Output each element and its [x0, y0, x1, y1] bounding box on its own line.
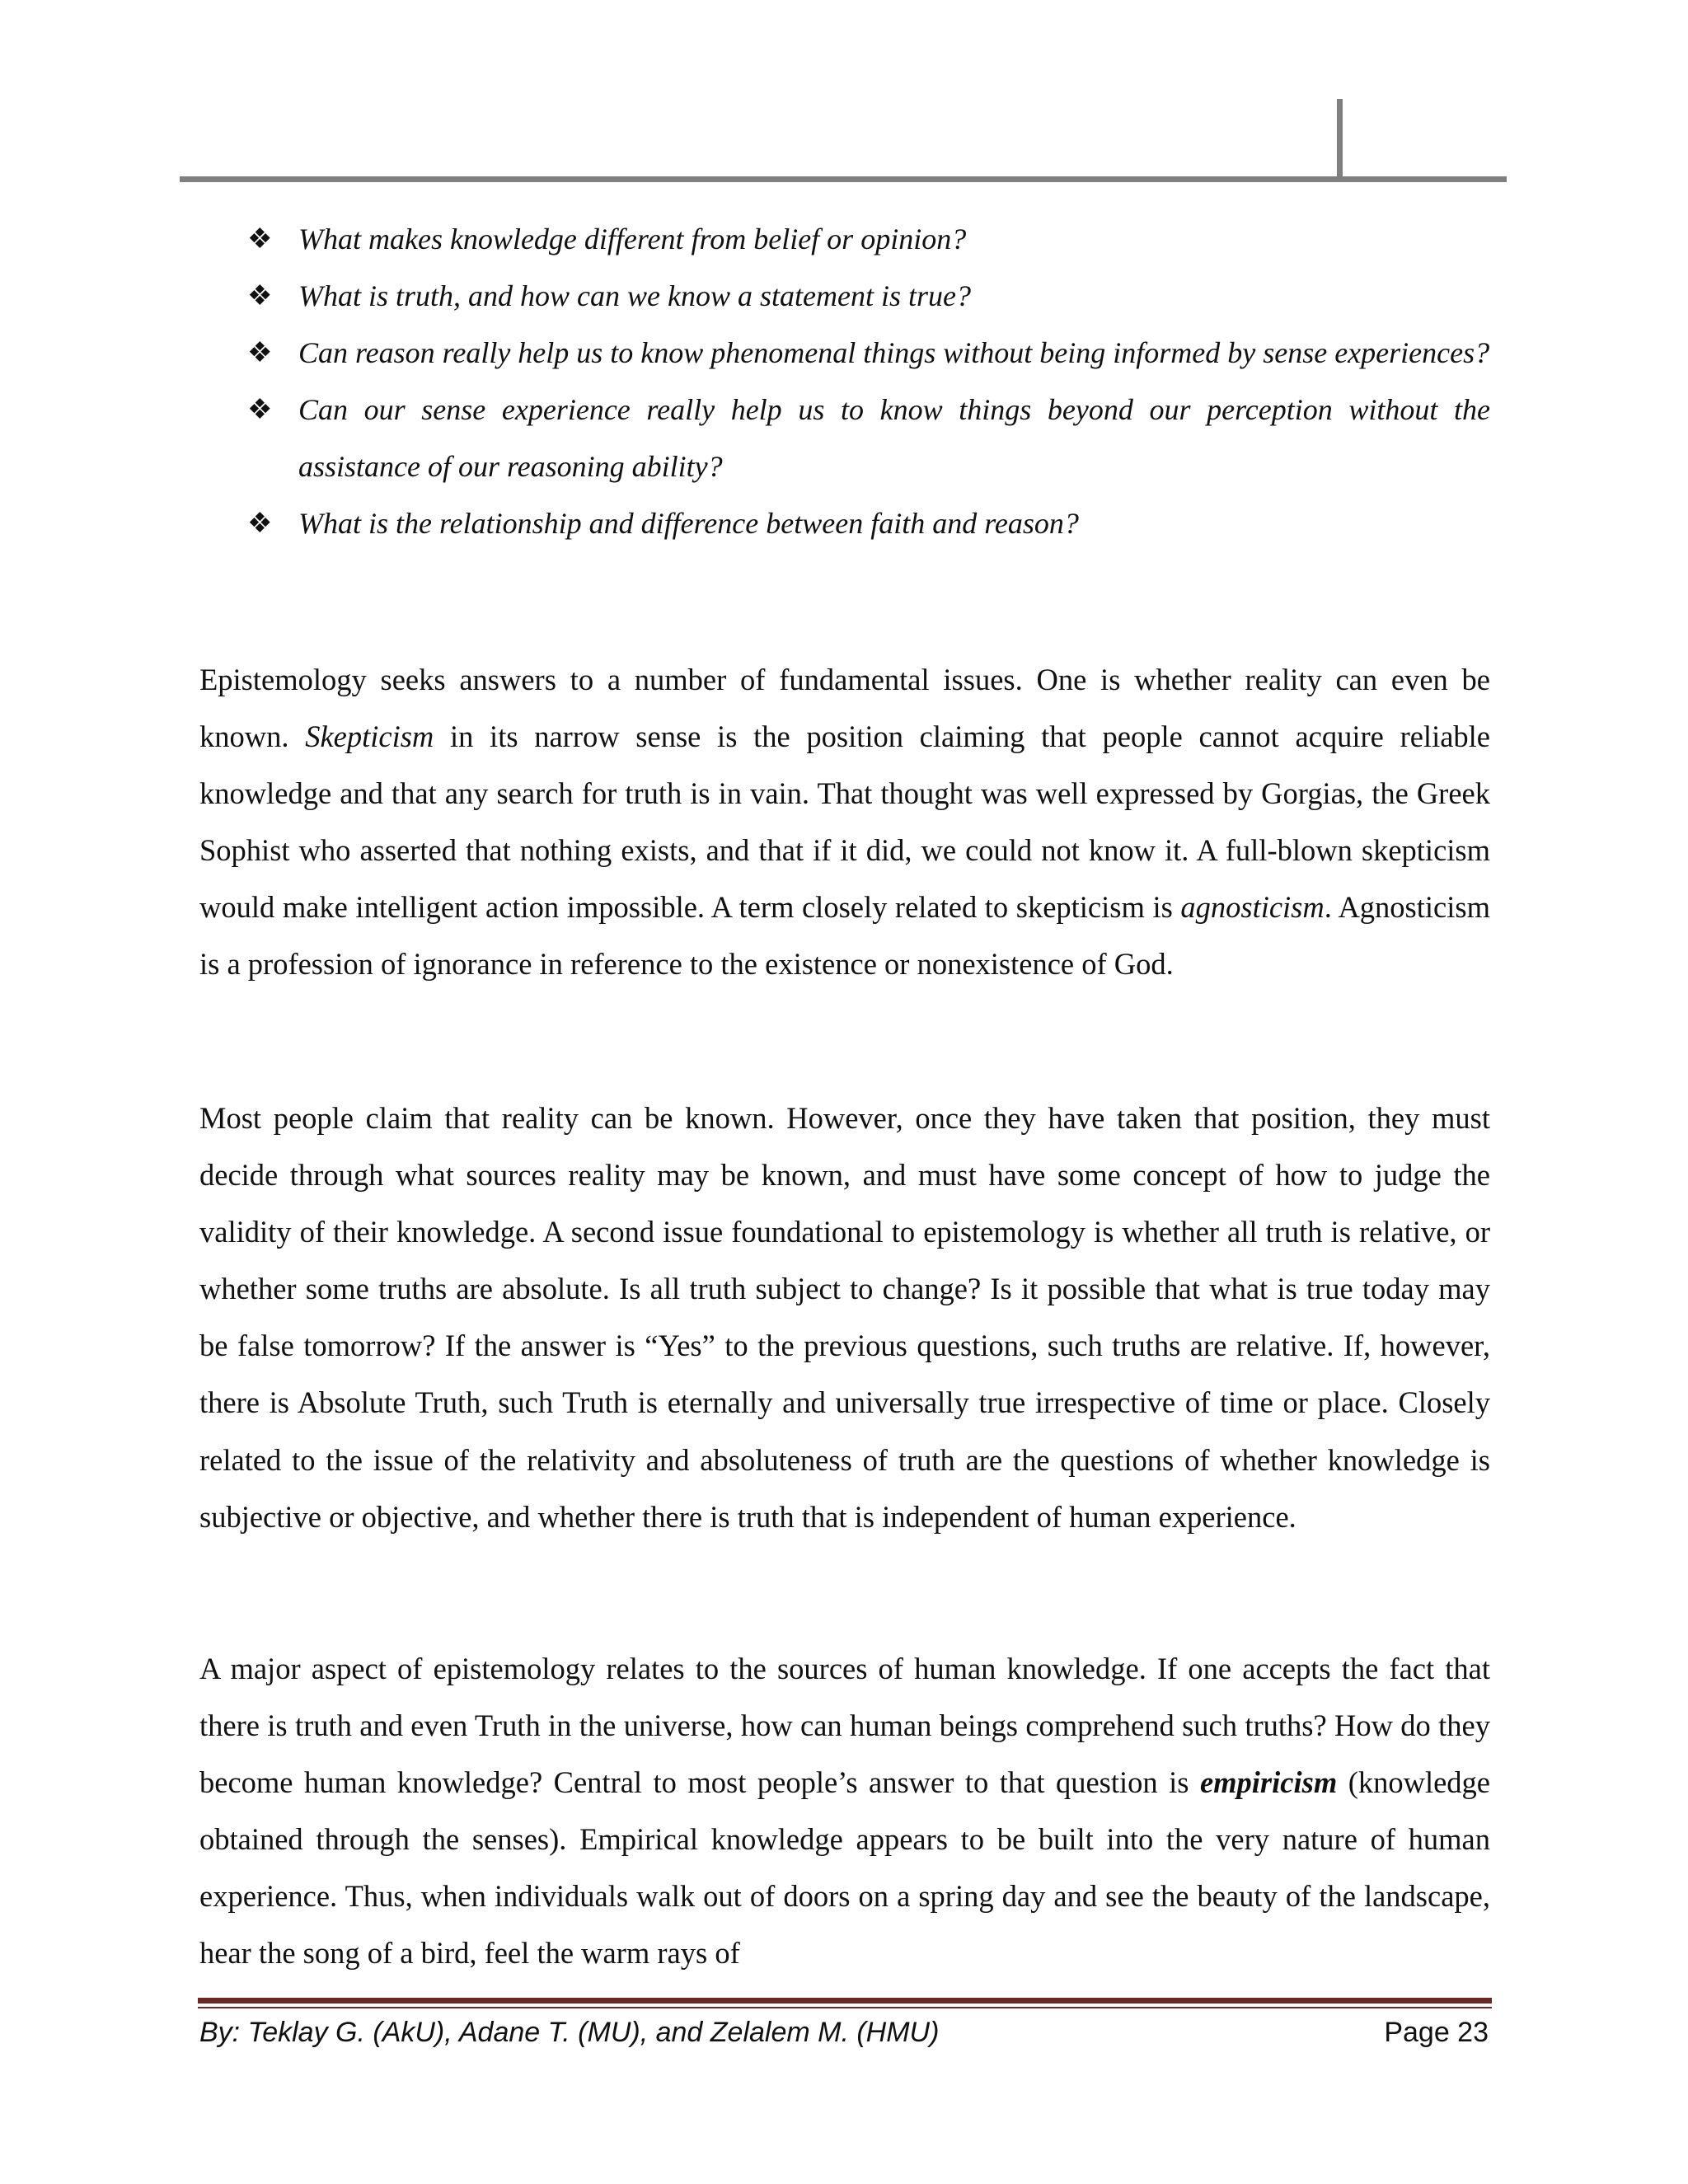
question-text: What is the relationship and difference between faith and reason?	[298, 507, 1079, 540]
term-empiricism: empiricism	[1199, 1765, 1338, 1800]
page-number: Page 23	[1384, 2017, 1489, 2048]
question-text: What is truth, and how can we know a statement is true?	[298, 279, 971, 312]
paragraph-text: in its narrow sense is the position claiming that people cannot acquire reliable knowledge and that any search for truth is in vain. That thought was well expressed by Gorgias, the Greek Sophist who asserted that nothing exists, and that if it did, we could not know it. A full-blown skepticism would make intelligent action impossible. A term closely related to skepticism is	[199, 719, 1491, 925]
diamond-bullet-icon: ❖	[247, 395, 273, 425]
paragraph-text: . Agnosticism is a profession of ignorance in reference to the existence or nonexistence of God.	[199, 890, 1490, 982]
list-item	[247, 495, 1490, 552]
diamond-bullet-icon: ❖	[247, 509, 273, 539]
question-text: What makes knowledge different from belief or opinion?	[298, 223, 967, 255]
diamond-bullet-icon: ❖	[247, 281, 273, 312]
diamond-bullet-icon: ❖	[247, 338, 273, 368]
list-item	[247, 382, 1490, 495]
footer-authors: By: Teklay G. (AkU), Adane T. (MU), and Zelalem M. (HMU)	[199, 2017, 940, 2048]
paragraph-relativity	[199, 1090, 1490, 1545]
term-skepticism: Skepticism	[305, 719, 434, 754]
paragraph-skepticism	[199, 651, 1490, 993]
paragraph-text: Epistemology seeks answers to a number of fundamental issues. One is whether reality can even be known.	[199, 663, 1490, 754]
list-item	[247, 325, 1490, 382]
question-text: Can our sense experience really help us to know things beyond our perception without the assistance of our reasoning ability?	[298, 393, 1490, 483]
list-item	[247, 268, 1490, 325]
paragraph-text: Most people claim that reality can be known. However, once they have taken that position, they must decide through what sources reality may be known, and must have some concept of how to judge the validity of their knowledge. A second issue foundational to epistemology is whether all truth is relative, or whether some truths are absolute. Is all truth subject to change? Is it possible that what is true today may be false tomorrow? If the answer is “Yes” to the previous questions, such truths are relative. If, however, there is Absolute Truth, such Truth is eternally and universally true irrespective of time or place. Closely related to the issue of the relativity and absoluteness of truth are the questions of whether knowledge is subjective or objective, and whether there is truth that is independent of human experience.	[199, 1101, 1490, 1534]
paragraph-text: (knowledge obtained through the senses). Empirical knowledge appears to be built into the very nature of human experience. Thus, when individuals walk out of doors on a spring day and see the beauty of the landscape, hear the song of a bird, feel the warm rays of	[199, 1765, 1491, 1971]
header-rule	[180, 176, 1507, 182]
paragraph-empiricism	[199, 1640, 1490, 1982]
question-list	[247, 211, 1490, 552]
question-text: Can reason really help us to know phenomenal things without being informed by sense experiences?	[298, 336, 1490, 369]
term-agnosticism: agnosticism	[1180, 890, 1325, 925]
paragraph-text: A major aspect of epistemology relates to the sources of human knowledge. If one accepts the fact that there is truth and even Truth in the universe, how can human beings comprehend such truths? How do they become human knowledge? Central to most people’s answer to that question is	[199, 1652, 1490, 1800]
list-item	[247, 211, 1490, 268]
diamond-bullet-icon: ❖	[247, 224, 273, 255]
footer-rule-thin	[198, 2007, 1492, 2008]
footer-rule	[198, 1998, 1492, 2004]
header-tick	[1337, 99, 1343, 180]
